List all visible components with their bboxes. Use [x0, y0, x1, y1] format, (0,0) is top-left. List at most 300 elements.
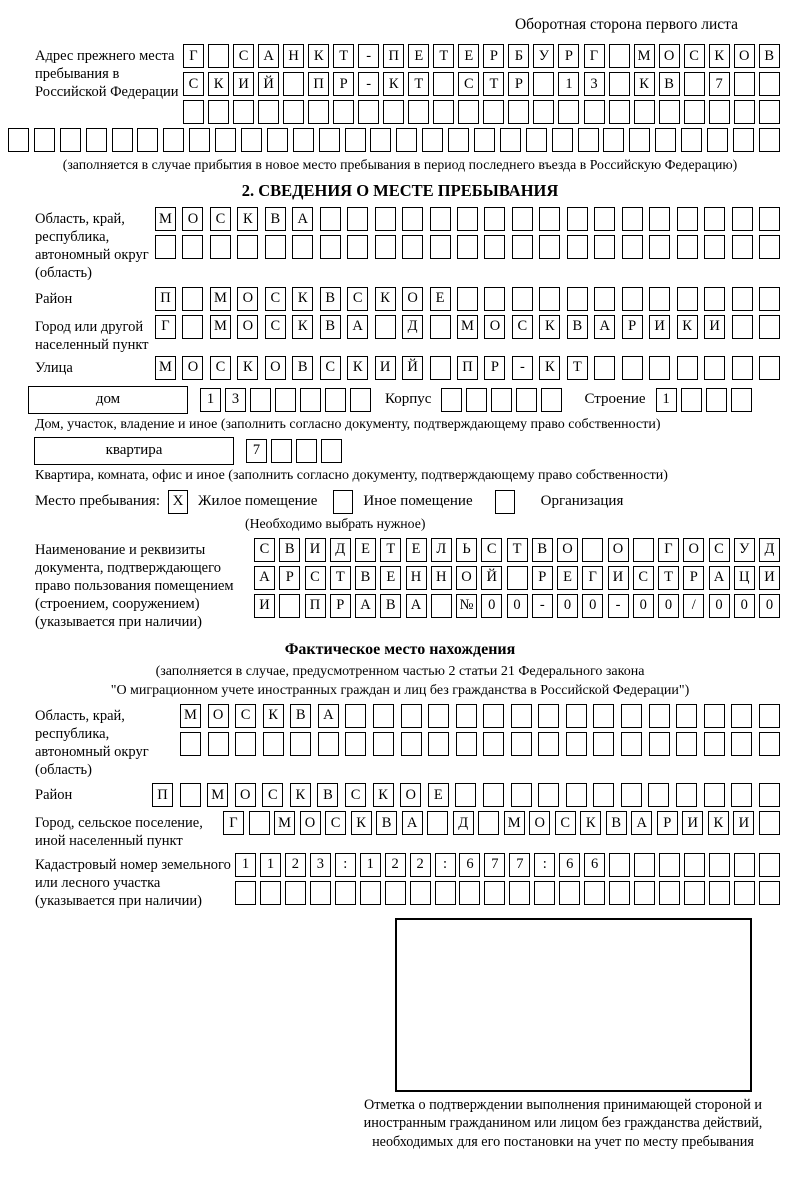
char-cell[interactable]	[296, 439, 317, 463]
char-cell[interactable]	[622, 207, 643, 231]
char-cell[interactable]: М	[155, 207, 176, 231]
char-cell[interactable]: Г	[584, 44, 605, 68]
char-cell[interactable]	[649, 732, 670, 756]
char-cell[interactable]: К	[539, 356, 560, 380]
char-cell[interactable]: 0	[759, 594, 780, 618]
char-cell[interactable]: :	[534, 853, 555, 877]
char-cell[interactable]	[609, 44, 630, 68]
char-cell[interactable]	[422, 128, 443, 152]
char-cell[interactable]	[430, 235, 451, 259]
char-cell[interactable]: О	[182, 356, 203, 380]
char-cell[interactable]: 1	[558, 72, 579, 96]
char-cell[interactable]	[609, 853, 630, 877]
char-cell[interactable]	[759, 100, 780, 124]
char-cell[interactable]: С	[265, 315, 286, 339]
char-cell[interactable]	[345, 732, 366, 756]
char-cell[interactable]	[684, 72, 705, 96]
char-cell[interactable]	[578, 128, 599, 152]
char-cell[interactable]	[734, 72, 755, 96]
char-cell[interactable]	[759, 287, 780, 311]
char-cell[interactable]: С	[633, 566, 654, 590]
char-cell[interactable]	[533, 100, 554, 124]
char-cell[interactable]	[511, 732, 532, 756]
char-cell[interactable]	[621, 732, 642, 756]
char-cell[interactable]	[538, 732, 559, 756]
char-cell[interactable]: К	[351, 811, 372, 835]
char-cell[interactable]	[559, 881, 580, 905]
char-cell[interactable]	[533, 72, 554, 96]
char-cell[interactable]: 7	[484, 853, 505, 877]
char-cell[interactable]: Р	[508, 72, 529, 96]
char-cell[interactable]	[584, 881, 605, 905]
char-cell[interactable]	[759, 811, 780, 835]
char-cell[interactable]: Д	[453, 811, 474, 835]
char-cell[interactable]	[759, 207, 780, 231]
char-cell[interactable]	[566, 732, 587, 756]
char-cell[interactable]	[318, 732, 339, 756]
char-cell[interactable]	[427, 811, 448, 835]
char-cell[interactable]	[163, 128, 184, 152]
char-cell[interactable]: С	[325, 811, 346, 835]
char-cell[interactable]: В	[320, 287, 341, 311]
char-cell[interactable]: Е	[557, 566, 578, 590]
char-cell[interactable]: И	[233, 72, 254, 96]
char-cell[interactable]: Н	[431, 566, 452, 590]
char-cell[interactable]: С	[210, 207, 231, 231]
char-cell[interactable]	[567, 207, 588, 231]
char-cell[interactable]	[182, 315, 203, 339]
char-cell[interactable]	[734, 100, 755, 124]
char-cell[interactable]: П	[305, 594, 326, 618]
char-cell[interactable]: У	[533, 44, 554, 68]
char-cell[interactable]	[541, 388, 562, 412]
char-cell[interactable]: Д	[402, 315, 423, 339]
char-cell[interactable]	[358, 100, 379, 124]
char-cell[interactable]: 7	[509, 853, 530, 877]
char-cell[interactable]: 0	[734, 594, 755, 618]
char-cell[interactable]: А	[709, 566, 730, 590]
char-cell[interactable]	[474, 128, 495, 152]
char-cell[interactable]	[539, 287, 560, 311]
char-cell[interactable]: К	[580, 811, 601, 835]
char-cell[interactable]	[155, 235, 176, 259]
char-cell[interactable]	[290, 732, 311, 756]
char-cell[interactable]	[704, 356, 725, 380]
char-cell[interactable]	[539, 207, 560, 231]
char-cell[interactable]: Г	[223, 811, 244, 835]
char-cell[interactable]	[731, 704, 752, 728]
char-cell[interactable]	[431, 594, 452, 618]
char-cell[interactable]: Е	[428, 783, 449, 807]
char-cell[interactable]	[441, 388, 462, 412]
char-cell[interactable]: П	[308, 72, 329, 96]
char-cell[interactable]: У	[734, 538, 755, 562]
char-cell[interactable]	[233, 100, 254, 124]
char-cell[interactable]: О	[235, 783, 256, 807]
char-cell[interactable]: Ь	[456, 538, 477, 562]
char-cell[interactable]	[704, 287, 725, 311]
char-cell[interactable]: Б	[508, 44, 529, 68]
char-cell[interactable]: И	[375, 356, 396, 380]
char-cell[interactable]	[704, 207, 725, 231]
char-cell[interactable]	[180, 783, 201, 807]
char-cell[interactable]	[622, 287, 643, 311]
char-cell[interactable]	[428, 732, 449, 756]
char-cell[interactable]	[676, 732, 697, 756]
char-cell[interactable]: О	[237, 287, 258, 311]
char-cell[interactable]: :	[435, 853, 456, 877]
char-cell[interactable]: С	[709, 538, 730, 562]
char-cell[interactable]	[534, 881, 555, 905]
char-cell[interactable]	[649, 287, 670, 311]
char-cell[interactable]: 1	[260, 853, 281, 877]
char-cell[interactable]	[383, 100, 404, 124]
char-cell[interactable]	[593, 732, 614, 756]
char-cell[interactable]: Р	[279, 566, 300, 590]
char-cell[interactable]: Е	[408, 44, 429, 68]
char-cell[interactable]: К	[677, 315, 698, 339]
char-cell[interactable]: С	[265, 287, 286, 311]
char-cell[interactable]	[655, 128, 676, 152]
char-cell[interactable]	[375, 235, 396, 259]
char-cell[interactable]: М	[504, 811, 525, 835]
char-cell[interactable]: С	[210, 356, 231, 380]
char-cell[interactable]	[677, 356, 698, 380]
char-cell[interactable]	[709, 881, 730, 905]
char-cell[interactable]: Т	[408, 72, 429, 96]
char-cell[interactable]: Т	[658, 566, 679, 590]
char-cell[interactable]	[508, 100, 529, 124]
char-cell[interactable]	[457, 235, 478, 259]
char-cell[interactable]	[558, 100, 579, 124]
char-cell[interactable]	[684, 853, 705, 877]
char-cell[interactable]: И	[254, 594, 275, 618]
char-cell[interactable]: К	[347, 356, 368, 380]
char-cell[interactable]	[180, 732, 201, 756]
char-cell[interactable]	[182, 235, 203, 259]
char-cell[interactable]	[182, 287, 203, 311]
char-cell[interactable]	[634, 100, 655, 124]
char-cell[interactable]	[526, 128, 547, 152]
char-cell[interactable]	[676, 704, 697, 728]
char-cell[interactable]	[385, 881, 406, 905]
char-cell[interactable]: 1	[656, 388, 677, 412]
char-cell[interactable]	[512, 207, 533, 231]
char-cell[interactable]: 6	[559, 853, 580, 877]
char-cell[interactable]	[34, 128, 55, 152]
char-cell[interactable]	[584, 100, 605, 124]
char-cell[interactable]: М	[207, 783, 228, 807]
char-cell[interactable]: К	[237, 356, 258, 380]
char-cell[interactable]	[732, 207, 753, 231]
char-cell[interactable]: Р	[622, 315, 643, 339]
char-cell[interactable]: 2	[385, 853, 406, 877]
char-cell[interactable]: 0	[709, 594, 730, 618]
char-cell[interactable]: В	[292, 356, 313, 380]
char-cell[interactable]: Р	[484, 356, 505, 380]
char-cell[interactable]: Т	[333, 44, 354, 68]
char-cell[interactable]	[466, 388, 487, 412]
char-cell[interactable]: Г	[183, 44, 204, 68]
char-cell[interactable]: Р	[532, 566, 553, 590]
char-cell[interactable]: К	[290, 783, 311, 807]
char-cell[interactable]	[320, 235, 341, 259]
char-cell[interactable]	[538, 783, 559, 807]
char-cell[interactable]	[333, 100, 354, 124]
char-cell[interactable]	[659, 881, 680, 905]
char-cell[interactable]: А	[402, 811, 423, 835]
char-cell[interactable]: С	[320, 356, 341, 380]
char-cell[interactable]: Е	[406, 538, 427, 562]
char-cell[interactable]: А	[631, 811, 652, 835]
char-cell[interactable]	[360, 881, 381, 905]
stay-type-checkbox-other-premises[interactable]	[333, 490, 353, 514]
char-cell[interactable]	[609, 72, 630, 96]
char-cell[interactable]: Т	[567, 356, 588, 380]
char-cell[interactable]: Р	[330, 594, 351, 618]
char-cell[interactable]: О	[265, 356, 286, 380]
char-cell[interactable]	[538, 704, 559, 728]
char-cell[interactable]	[484, 235, 505, 259]
char-cell[interactable]	[455, 783, 476, 807]
char-cell[interactable]	[235, 881, 256, 905]
char-cell[interactable]	[634, 853, 655, 877]
char-cell[interactable]: М	[634, 44, 655, 68]
char-cell[interactable]	[267, 128, 288, 152]
char-cell[interactable]: Й	[402, 356, 423, 380]
char-cell[interactable]	[320, 207, 341, 231]
char-cell[interactable]	[263, 732, 284, 756]
char-cell[interactable]: К	[709, 44, 730, 68]
char-cell[interactable]: Д	[330, 538, 351, 562]
char-cell[interactable]	[433, 72, 454, 96]
char-cell[interactable]: К	[237, 207, 258, 231]
char-cell[interactable]	[709, 853, 730, 877]
char-cell[interactable]	[649, 704, 670, 728]
char-cell[interactable]	[509, 881, 530, 905]
char-cell[interactable]	[759, 356, 780, 380]
char-cell[interactable]	[709, 100, 730, 124]
char-cell[interactable]: И	[682, 811, 703, 835]
char-cell[interactable]	[458, 100, 479, 124]
char-cell[interactable]	[402, 207, 423, 231]
char-cell[interactable]	[732, 356, 753, 380]
stay-type-checkbox-organization[interactable]	[495, 490, 515, 514]
char-cell[interactable]	[375, 315, 396, 339]
char-cell[interactable]	[759, 853, 780, 877]
char-cell[interactable]: 0	[658, 594, 679, 618]
char-cell[interactable]: О	[300, 811, 321, 835]
char-cell[interactable]: А	[355, 594, 376, 618]
char-cell[interactable]	[210, 235, 231, 259]
char-cell[interactable]	[707, 128, 728, 152]
char-cell[interactable]: И	[759, 566, 780, 590]
char-cell[interactable]	[500, 128, 521, 152]
char-cell[interactable]	[594, 287, 615, 311]
char-cell[interactable]	[347, 207, 368, 231]
char-cell[interactable]	[208, 732, 229, 756]
char-cell[interactable]	[456, 704, 477, 728]
char-cell[interactable]: 3	[310, 853, 331, 877]
char-cell[interactable]: 6	[459, 853, 480, 877]
char-cell[interactable]: -	[358, 44, 379, 68]
char-cell[interactable]	[649, 207, 670, 231]
char-cell[interactable]: Д	[759, 538, 780, 562]
char-cell[interactable]	[734, 881, 755, 905]
char-cell[interactable]: Т	[380, 538, 401, 562]
char-cell[interactable]: М	[274, 811, 295, 835]
char-cell[interactable]: Е	[380, 566, 401, 590]
char-cell[interactable]: 0	[481, 594, 502, 618]
char-cell[interactable]	[594, 235, 615, 259]
char-cell[interactable]: О	[557, 538, 578, 562]
char-cell[interactable]: К	[539, 315, 560, 339]
char-cell[interactable]	[249, 811, 270, 835]
char-cell[interactable]: Т	[507, 538, 528, 562]
char-cell[interactable]: Р	[333, 72, 354, 96]
char-cell[interactable]: В	[265, 207, 286, 231]
char-cell[interactable]	[649, 356, 670, 380]
char-cell[interactable]	[516, 388, 537, 412]
char-cell[interactable]	[732, 315, 753, 339]
char-cell[interactable]	[609, 100, 630, 124]
char-cell[interactable]: О	[182, 207, 203, 231]
char-cell[interactable]	[759, 704, 780, 728]
char-cell[interactable]	[279, 594, 300, 618]
stay-type-checkbox-residential[interactable]: X	[168, 490, 188, 514]
char-cell[interactable]: О	[529, 811, 550, 835]
char-cell[interactable]: 0	[633, 594, 654, 618]
char-cell[interactable]	[621, 704, 642, 728]
char-cell[interactable]: И	[704, 315, 725, 339]
char-cell[interactable]	[401, 704, 422, 728]
char-cell[interactable]	[258, 100, 279, 124]
char-cell[interactable]: Е	[430, 287, 451, 311]
char-cell[interactable]: С	[512, 315, 533, 339]
char-cell[interactable]: /	[683, 594, 704, 618]
char-cell[interactable]: О	[456, 566, 477, 590]
char-cell[interactable]: Й	[481, 566, 502, 590]
char-cell[interactable]	[478, 811, 499, 835]
char-cell[interactable]: Л	[431, 538, 452, 562]
char-cell[interactable]	[456, 732, 477, 756]
char-cell[interactable]: К	[708, 811, 729, 835]
char-cell[interactable]	[285, 881, 306, 905]
char-cell[interactable]	[345, 128, 366, 152]
char-cell[interactable]: В	[376, 811, 397, 835]
char-cell[interactable]: В	[355, 566, 376, 590]
char-cell[interactable]	[373, 704, 394, 728]
char-cell[interactable]	[430, 207, 451, 231]
char-cell[interactable]	[759, 881, 780, 905]
char-cell[interactable]	[112, 128, 133, 152]
char-cell[interactable]	[603, 128, 624, 152]
char-cell[interactable]	[401, 732, 422, 756]
char-cell[interactable]: О	[484, 315, 505, 339]
char-cell[interactable]: Г	[582, 566, 603, 590]
char-cell[interactable]	[566, 704, 587, 728]
char-cell[interactable]: К	[208, 72, 229, 96]
char-cell[interactable]	[325, 388, 346, 412]
char-cell[interactable]: К	[292, 315, 313, 339]
char-cell[interactable]: В	[320, 315, 341, 339]
char-cell[interactable]: Е	[458, 44, 479, 68]
char-cell[interactable]	[265, 235, 286, 259]
char-cell[interactable]: М	[180, 704, 201, 728]
char-cell[interactable]: С	[684, 44, 705, 68]
char-cell[interactable]: В	[606, 811, 627, 835]
char-cell[interactable]	[731, 783, 752, 807]
char-cell[interactable]: 2	[410, 853, 431, 877]
char-cell[interactable]: К	[383, 72, 404, 96]
char-cell[interactable]	[622, 356, 643, 380]
char-cell[interactable]	[375, 207, 396, 231]
char-cell[interactable]	[433, 100, 454, 124]
char-cell[interactable]: :	[335, 853, 356, 877]
char-cell[interactable]	[759, 72, 780, 96]
char-cell[interactable]	[552, 128, 573, 152]
char-cell[interactable]	[396, 128, 417, 152]
char-cell[interactable]: Р	[558, 44, 579, 68]
char-cell[interactable]	[293, 128, 314, 152]
char-cell[interactable]: А	[254, 566, 275, 590]
char-cell[interactable]	[235, 732, 256, 756]
char-cell[interactable]	[484, 881, 505, 905]
char-cell[interactable]: С	[235, 704, 256, 728]
char-cell[interactable]	[593, 704, 614, 728]
char-cell[interactable]: Н	[406, 566, 427, 590]
char-cell[interactable]	[86, 128, 107, 152]
char-cell[interactable]: К	[292, 287, 313, 311]
char-cell[interactable]: О	[608, 538, 629, 562]
char-cell[interactable]	[283, 100, 304, 124]
char-cell[interactable]: В	[567, 315, 588, 339]
char-cell[interactable]	[345, 704, 366, 728]
char-cell[interactable]: В	[759, 44, 780, 68]
char-cell[interactable]	[237, 235, 258, 259]
char-cell[interactable]	[189, 128, 210, 152]
char-cell[interactable]	[704, 732, 725, 756]
char-cell[interactable]	[733, 128, 754, 152]
char-cell[interactable]: В	[279, 538, 300, 562]
char-cell[interactable]: Н	[283, 44, 304, 68]
char-cell[interactable]	[566, 783, 587, 807]
char-cell[interactable]: И	[733, 811, 754, 835]
char-cell[interactable]	[759, 235, 780, 259]
char-cell[interactable]	[582, 538, 603, 562]
char-cell[interactable]	[350, 388, 371, 412]
char-cell[interactable]	[567, 235, 588, 259]
char-cell[interactable]: И	[649, 315, 670, 339]
char-cell[interactable]: Г	[658, 538, 679, 562]
char-cell[interactable]: П	[457, 356, 478, 380]
char-cell[interactable]	[684, 881, 705, 905]
char-cell[interactable]	[629, 128, 650, 152]
char-cell[interactable]: А	[292, 207, 313, 231]
char-cell[interactable]	[60, 128, 81, 152]
char-cell[interactable]	[335, 881, 356, 905]
char-cell[interactable]	[208, 100, 229, 124]
char-cell[interactable]	[594, 207, 615, 231]
char-cell[interactable]: Р	[657, 811, 678, 835]
char-cell[interactable]	[241, 128, 262, 152]
char-cell[interactable]	[593, 783, 614, 807]
char-cell[interactable]	[137, 128, 158, 152]
char-cell[interactable]	[511, 704, 532, 728]
char-cell[interactable]	[208, 44, 229, 68]
char-cell[interactable]: Г	[155, 315, 176, 339]
char-cell[interactable]: С	[345, 783, 366, 807]
